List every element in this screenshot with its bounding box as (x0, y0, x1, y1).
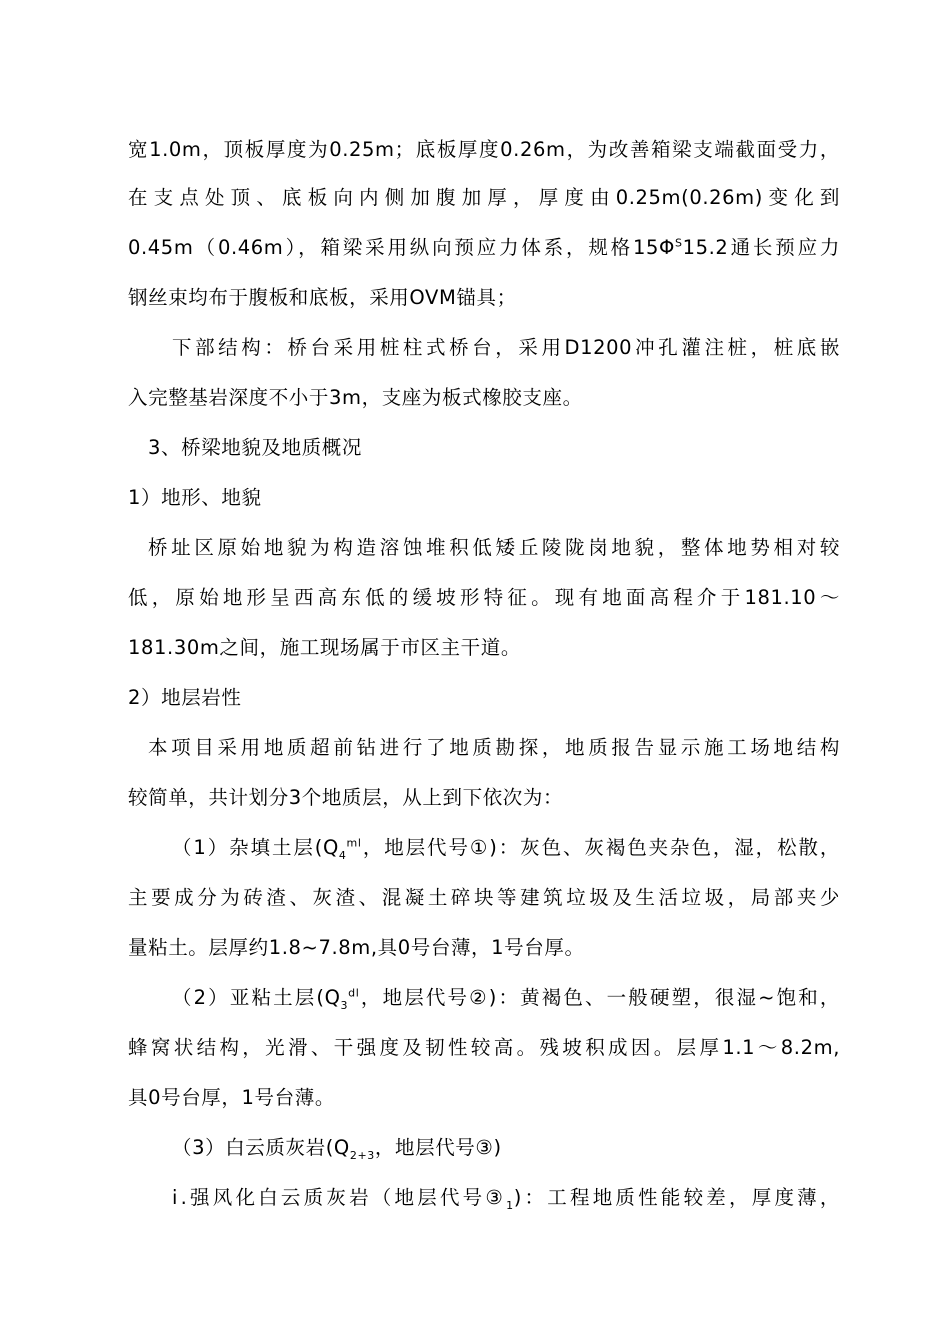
paragraph-line: 主要成分为砖渣、灰渣、混凝土碎块等建筑垃圾及生活垃圾，局部夹少 (128, 886, 840, 909)
subsection-heading: 2）地层岩性 (128, 686, 242, 709)
paragraph-line: 在支点处顶、底板向内侧加腹加厚，厚度由0.25m(0.26m)变化到 (128, 186, 840, 209)
paragraph-line: 钢丝束均布于腹板和底板，采用OVM锚具； (128, 286, 517, 309)
paragraph-line: 较简单，共计划分3个地质层，从上到下依次为： (128, 786, 564, 809)
paragraph-line: 量粘土。层厚约1.8~7.8m,具0号台薄，1号台厚。 (128, 936, 585, 959)
paragraph-line: 0.45m（0.46m），箱梁采用纵向预应力体系，规格$15\Phi^S15.2$通长预应力 (128, 236, 840, 259)
paragraph-line: ⅰ.强风化白云质灰岩（地层代号$③_1$)：工程地质性能较差，厚度薄， (172, 1186, 840, 1212)
paragraph-line: 宽1.0m，顶板厚度为0.25m；底板厚度0.26m，为改善箱梁支端截面受力， (128, 138, 840, 161)
paragraph-line: （1）杂填土层($Q_4^{ml}$，地层代号①)：灰色、灰褐色夹杂色，湿，松散， (172, 836, 840, 862)
paragraph-line: （2）亚粘土层($Q_3^{dl}$，地层代号②)：黄褐色、一般硬塑，很湿~饱和， (172, 986, 840, 1012)
paragraph-line: 181.30m之间，施工现场属于市区主干道。 (128, 636, 521, 659)
paragraph-line: 桥址区原始地貌为构造溶蚀堆积低矮丘陵陇岗地貌，整体地势相对较 (148, 536, 840, 559)
paragraph-line: 具0号台厚，1号台薄。 (128, 1086, 335, 1109)
subsection-heading: 1）地形、地貌 (128, 486, 262, 509)
paragraph-line: 低，原始地形呈西高东低的缓坡形特征。现有地面高程介于181.10～ (128, 586, 840, 609)
paragraph-line: 本项目采用地质超前钻进行了地质勘探，地质报告显示施工场地结构 (148, 736, 840, 759)
section-heading: 3、桥梁地貌及地质概况 (148, 436, 363, 459)
paragraph-line: 入完整基岩深度不小于3m，支座为板式橡胶支座。 (128, 386, 583, 409)
paragraph-line: 下部结构：桥台采用桩柱式桥台，采用D1200冲孔灌注桩，桩底嵌 (172, 336, 840, 359)
paragraph-line: （3）白云质灰岩($Q_{2+3}$，地层代号③) (172, 1136, 502, 1162)
paragraph-line: 蜂窝状结构，光滑、干强度及韧性较高。残坡积成因。层厚1.1～8.2m, (128, 1036, 840, 1059)
